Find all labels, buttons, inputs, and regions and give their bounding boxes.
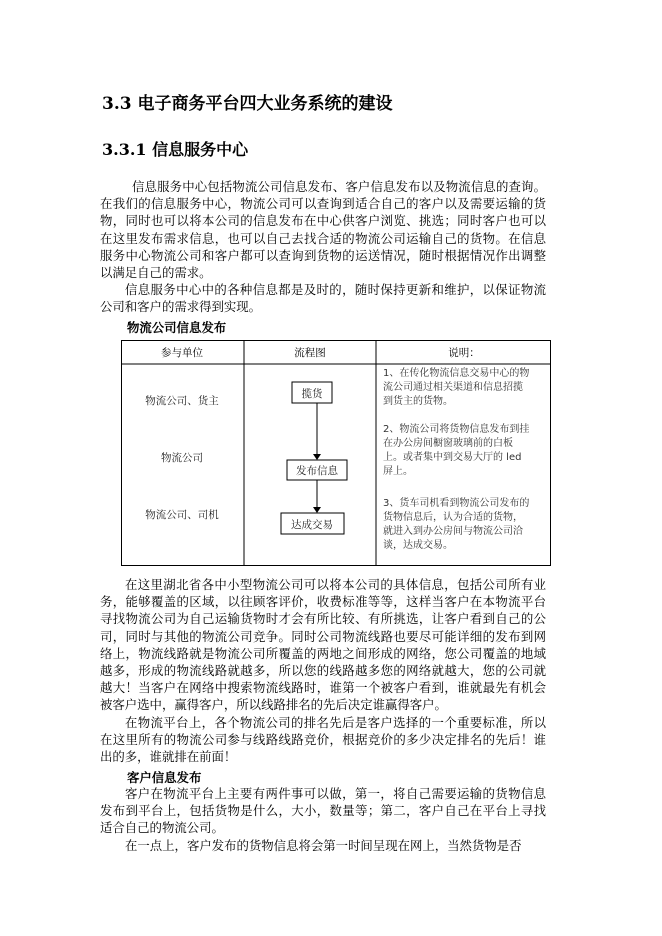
intro-text — [100, 178, 546, 316]
customer-info-heading: 客户信息发布 — [127, 770, 202, 785]
logistics-info-heading: 物流公司信息发布 — [127, 320, 227, 335]
note-line: 上。或者集中到交易大厅的 led — [383, 452, 522, 463]
participant-cell: 物流公司、货主 — [145, 395, 219, 407]
note-line: 到货主的货物。 — [383, 396, 453, 407]
participant-cell: 物流公司、司机 — [145, 509, 219, 521]
note-line: 1、在传化物流信息交易中心的物 — [383, 368, 530, 379]
body-text — [100, 576, 546, 765]
intro-paragraph: 信息服务中心包括物流公司信息发布、客户信息发布以及物流信息的查询。在我们的信息服务中心，物流公司可以查询到适合自己的客户以及需要运输的货物，同时也可以将本公司的信息发布在中心供客户浏览、挑选；同时客户也可以在这里发布需求信息，也可以自己去找合适的物流公司运输自己的货物。在信息服务中心物流公司和客户都可以查询到货物的运送情况，随时根据情况作出调整以满足自己的需求。 — [100, 179, 546, 281]
flow-step: 达成交易 — [291, 519, 333, 531]
header-notes: 说明： — [448, 347, 480, 359]
participant-cell: 物流公司 — [161, 452, 203, 464]
header-participant: 参与单位 — [161, 347, 203, 359]
customer-paragraph: 客户在物流平台上主要有两件事可以做，第一，将自己需要运输的货物信息发布到平台上，包括货物是什么，大小，数量等；第二，客户自己在平台上寻找适合自己的物流公司。 — [100, 786, 546, 836]
flow-step: 发布信息 — [296, 465, 338, 477]
customer-paragraph: 在一点上，客户发布的货物信息将会第一时间呈现在网上，当然货物是否 — [125, 837, 522, 853]
intro-paragraph: 信息服务中心中的各种信息都是及时的，随时保持更新和维护，以保证物流公司和客户的需求得到实现。 — [100, 282, 546, 315]
note-line: 在办公房间橱窗玻璃前的白板 — [383, 438, 513, 449]
note-line: 货物信息后，认为合适的货物， — [383, 512, 523, 523]
note-line: 2、物流公司将货物信息发布到挂 — [383, 424, 530, 435]
header-flowchart: 流程图 — [294, 347, 326, 359]
info-flow-table — [121, 340, 551, 566]
note-line: 3、货车司机看到物流公司发布的 — [383, 498, 530, 509]
note-line: 谈，达成交易。 — [383, 540, 453, 551]
note-line: 流公司通过相关渠道和信息招揽 — [383, 382, 523, 393]
note-line: 屏上。 — [383, 466, 413, 477]
customer-text — [100, 785, 546, 854]
body-paragraph: 在物流平台上，各个物流公司的排名先后是客户选择的一个重要标准，所以在这里所有的物流公司参与线路线路竞价，根据竞价的多少决定排名的先后！谁出的多，谁就排在前面！ — [100, 714, 546, 765]
body-paragraph: 在这里湖北省各中小型物流公司可以将本公司的具体信息，包括公司所有业务，能够覆盖的区域，以往顾客评价，收费标准等等，这样当客户在本物流平台寻找物流公司为自己运输货物时才会有所比较、有所挑选，让客户看到自己的公司，同时与其他的物流公司竞争。同时公司物流线路也要尽可能详细的发布到网络上，物流线路就是物流公司所覆盖的两地之间形成的网络，您公司覆盖的地域越多，形成的物流线路就越多，所以您的线路越多您的网络就越大，您的公司就越大！当客户在网络中搜索物流线路时，谁第一个被客户看到，谁就最先有机会被客户选中，赢得客户，所以线路排名的先后决定谁赢得客户。 — [100, 577, 546, 713]
flow-step: 揽货 — [301, 388, 323, 400]
section-title: 3.3 电子商务平台四大业务系统的建设 — [102, 94, 393, 114]
subsection-title: 3.3.1 信息服务中心 — [102, 140, 249, 159]
note-line: 就进入到办公房间与物流公司洽 — [383, 526, 523, 537]
